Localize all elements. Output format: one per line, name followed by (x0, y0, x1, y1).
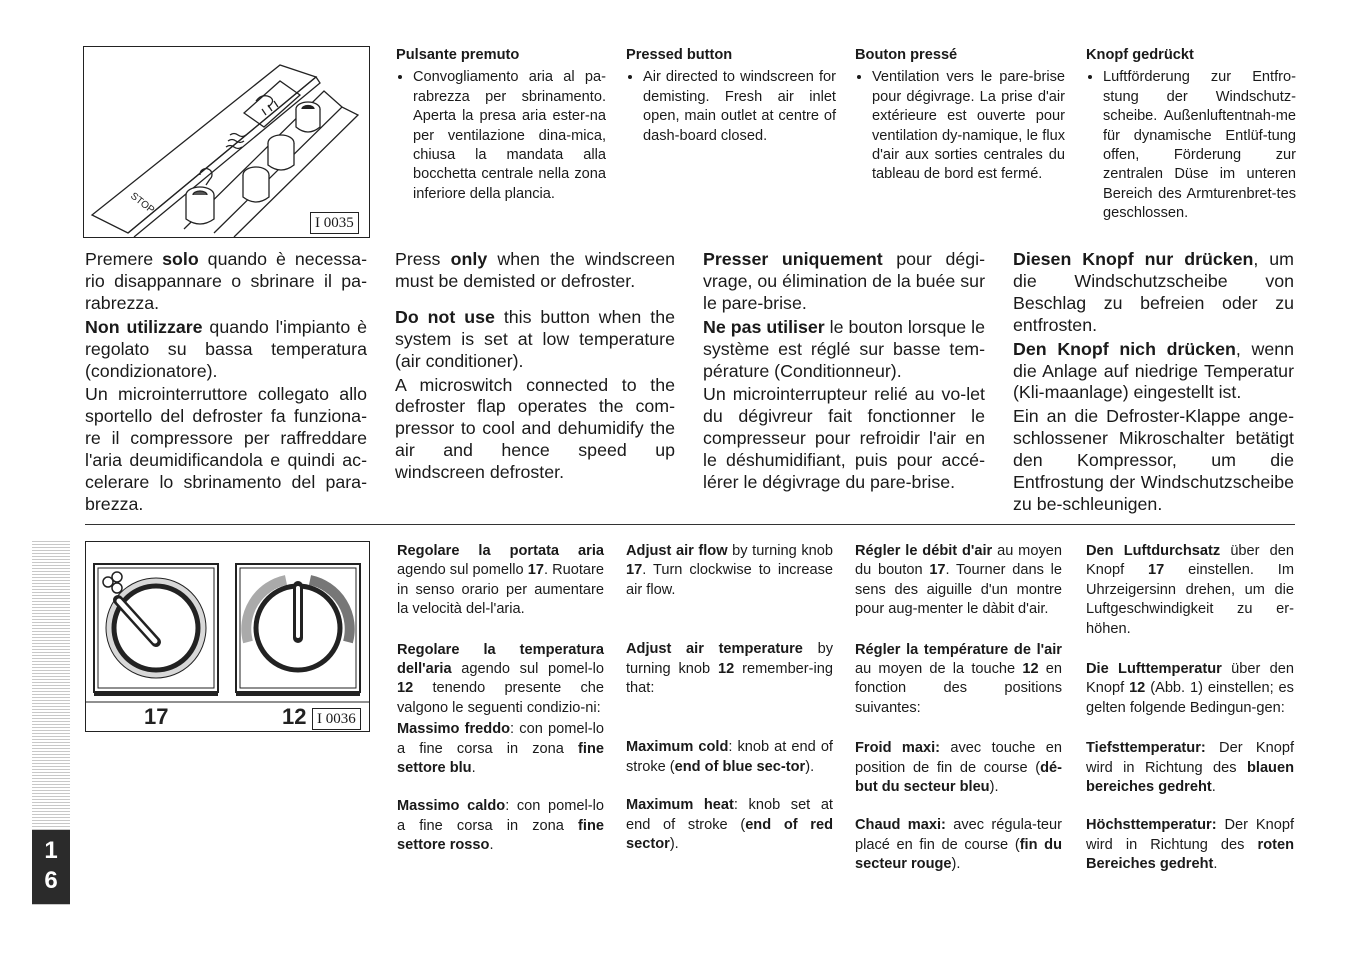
bottom-col-en (626, 542, 833, 854)
text: Premere (85, 249, 163, 269)
text: über den Knopf (1086, 543, 1295, 579)
bold-text: Chaud maxi: (855, 817, 946, 834)
figure-defrost-button (83, 46, 370, 238)
bold-text: 12 (1022, 661, 1039, 678)
defrost-panel-illustration (84, 47, 369, 237)
mid-col-de (1013, 249, 1294, 518)
text: . Tourner dans le sens des aiguille d'un montre pour aug-menter le dàbit d'air. (855, 562, 1062, 618)
bold-text: Regolare la portata aria (397, 543, 604, 559)
bold-text: Do not use (395, 306, 495, 327)
col-title: Bouton pressé (855, 47, 958, 63)
text: . Turn clockwise to increase air flow. (626, 562, 833, 598)
text: einstellen. Im Uhrzeigersinn drehen, um die Luftgeschwindigkeit zu er-höhen. (1086, 562, 1294, 637)
text: ). (805, 758, 815, 775)
bold-text: Höchsttemperatur: (1086, 817, 1217, 834)
bold-text: Presser uniquement (703, 249, 883, 269)
mid-col-it (85, 249, 367, 518)
bold-text: Massimo caldo (397, 798, 506, 815)
text: au moyen de la touche (855, 661, 1023, 678)
text: by turning knob (626, 641, 833, 677)
text: agendo sul pomello (397, 562, 528, 579)
text: pour dégi-vrage, ou élimination de la buée sur le pare-brise. (703, 249, 985, 313)
bold-text: blauen bereiches gedreht (1086, 759, 1294, 796)
col-title: Knopf gedrückt (1086, 47, 1194, 63)
list-item: • Convogliamento aria al pa-rabrezza per sbrinamento. Aperta la presa aria ester-na per ventilazione dina-mica, chiusa la mandata alla bocchetta centrale nella zona inferiore della plancia. (413, 68, 606, 204)
col-fr-pressed (855, 46, 1065, 185)
knob-stop-text: STOP (128, 190, 157, 217)
text: : con pomel-lo a fine corsa in zona (397, 721, 604, 757)
knobs-illustration (86, 542, 369, 731)
text: quando è necessa-rio disappannare o sbrinare il pa-rabrezza. (85, 249, 367, 313)
figure-knobs (85, 541, 370, 732)
bold-text: Ne pas utiliser (703, 316, 825, 337)
bold-text: end of red sector (626, 816, 833, 853)
bold-text: Den Luftdurchsatz (1086, 543, 1221, 559)
text: le bouton lorsque le système est réglé sur basse tem-pérature (Conditionneur). (703, 316, 985, 381)
mid-col-en (395, 249, 675, 486)
col-title: Pulsante premuto (396, 47, 520, 63)
text: , wenn die Anlage auf niedrige Temperatur (Kli-maanlage) eingestellt ist. (1013, 338, 1294, 403)
text: : knob set at end of stroke ( (626, 797, 833, 833)
text: Press (395, 249, 451, 269)
bold-text: Régler la température de l'air (855, 641, 1062, 658)
col-en-pressed (626, 46, 836, 146)
bottom-col-fr (855, 542, 1062, 875)
text: ). (989, 779, 999, 796)
bold-text: 17 (527, 562, 544, 579)
bold-text: Diesen Knopf nur drücken (1013, 249, 1254, 269)
text: when the windscreen must be demisted or defroster. (395, 249, 675, 291)
bold-text: dé-but du secteur bleu (855, 759, 1062, 796)
bold-text: Adjust air flow (626, 543, 728, 559)
bold-text: 17 (1148, 562, 1165, 579)
paragraph: Un microinterrupteur relié au vo-let du dégivreur fait fonctionner le compresseur pour refroidir l'air en le déshumidifiant, puis pour accé-lérer le dégivrage du pare-brise. (703, 384, 985, 493)
bold-text: 12 (718, 660, 735, 677)
list-item: • Air directed to windscreen for demisting. Fresh air inlet open, main outlet at centre of dash-board closed. (643, 68, 836, 146)
text: . (489, 837, 494, 854)
bold-text: 12 (397, 680, 414, 697)
bold-text: roten Bereiches gedreht (1086, 836, 1294, 873)
text: remember-ing that: (626, 660, 833, 697)
knob-12-label: 12 (282, 704, 307, 729)
bottom-col-it (397, 542, 604, 856)
bold-text: 17 (626, 562, 643, 579)
col-de-pressed (1086, 46, 1296, 224)
bold-text: 17 (929, 562, 946, 579)
knob-17-label: 17 (144, 704, 169, 729)
text: au moyen du bouton (855, 543, 1062, 579)
bottom-col-de (1086, 542, 1294, 875)
text: agendo sul pomel-lo (451, 661, 604, 678)
text: en fonction des positions suivantes: (855, 661, 1062, 716)
bold-text: only (450, 249, 488, 269)
bold-text: Massimo freddo (397, 721, 511, 738)
bold-text: fine settore rosso (397, 817, 604, 854)
text: . Ruotare in senso orario per aumentare la velocità del-l'aria. (397, 562, 605, 618)
text: this button when the system is set at low temperature (air conditioner). (395, 306, 675, 371)
bold-text: 12 (1129, 680, 1146, 697)
bold-text: Adjust air temperature (626, 641, 803, 658)
text: tenendo presente che valgono le seguenti condizio-ni: (397, 680, 604, 716)
paragraph: A microswitch connected to the defroster flap operates the com-pressor to cool and dehumidify the air and hence speed up windscreen defroster. (395, 374, 675, 483)
text: , um die Windschutzscheibe von Beschlag zu befreien oder zu entfrosten. (1013, 249, 1294, 335)
page-number: 6 (44, 867, 58, 894)
text: Der Knopf wird in Richtung des (1086, 740, 1294, 776)
section-divider (85, 524, 1295, 525)
text: avec régula-teur placé en fin de course ( (855, 817, 1063, 853)
text: . (1211, 779, 1216, 796)
bold-text: Maximum heat (626, 797, 734, 814)
bold-text: Den Knopf nich drücken (1013, 338, 1236, 359)
text: avec touche en position de fin de course ( (855, 740, 1062, 776)
text: . (1213, 856, 1218, 873)
list-item: • Luftförderung zur Entfro-stung der Windschutz-scheibe. Außenluftentnah-me für dynamische Entlüf-tung offen, Förderung zur zentralen Düse im unteren Bereich des Armturenbret-tes geschlossen. (1103, 68, 1296, 223)
bold-text: Régler le débit d'air (855, 543, 993, 559)
mid-col-fr (703, 249, 985, 496)
bold-text: Maximum cold (626, 739, 729, 756)
figure-label-top: I 0035 (310, 212, 359, 234)
bold-text: Die Lufttemperatur (1086, 661, 1222, 678)
bold-text: solo (162, 249, 199, 269)
bold-text: fin du secteur rouge (855, 836, 1062, 873)
bold-text: end of blue sec-tor (674, 758, 806, 775)
paragraph: Ein an die Defroster-Klappe ange-schlossener Mikroschalter betätigt den Kompressor, um die Entfrostung der Windschutzscheibe zu be-schleunigen. (1013, 406, 1294, 514)
text: ). (951, 856, 961, 873)
list-item: • Ventilation vers le pare-brise pour dégivrage. La prise d'air extérieure est ouverte pour ventilation dy-namique, le flux d'air aux sorties centrales du tableau de bord est fermé. (872, 68, 1065, 184)
bold-text: Regolare la temperatura dell'aria (397, 641, 604, 678)
text: quando l'impianto è regolato su bassa temperatura (condizionatore). (85, 316, 367, 381)
text: . (471, 760, 476, 777)
text: über den Knopf (1086, 661, 1295, 697)
bold-text: Non utilizzare (85, 316, 203, 337)
text: : con pomel-lo a fine corsa in zona (397, 798, 604, 834)
text: by turning knob (727, 543, 833, 559)
paragraph: Un microinterruttore collegato allo sportello del defroster fa funziona-re il compressore per raffreddare l'aria deumidificandola e quindi ac-celerare lo sbrinamento del para-brezza. (85, 384, 367, 514)
figure-label-bottom: I 0036 (312, 708, 361, 730)
chapter-number: 1 (44, 837, 58, 864)
text: : knob at end of stroke ( (626, 739, 833, 775)
col-title: Pressed button (626, 47, 733, 63)
bold-text: Tiefsttemperatur: (1086, 740, 1206, 757)
text: ). (669, 836, 679, 853)
col-it-pressed (396, 46, 606, 204)
text: Der Knopf wird in Richtung des (1086, 817, 1294, 853)
bold-text: fine settore blu (397, 740, 604, 777)
bold-text: Froid maxi: (855, 740, 940, 757)
text: (Abb. 1) einstellen; es gelten folgende Bedingun-gen: (1086, 680, 1294, 716)
